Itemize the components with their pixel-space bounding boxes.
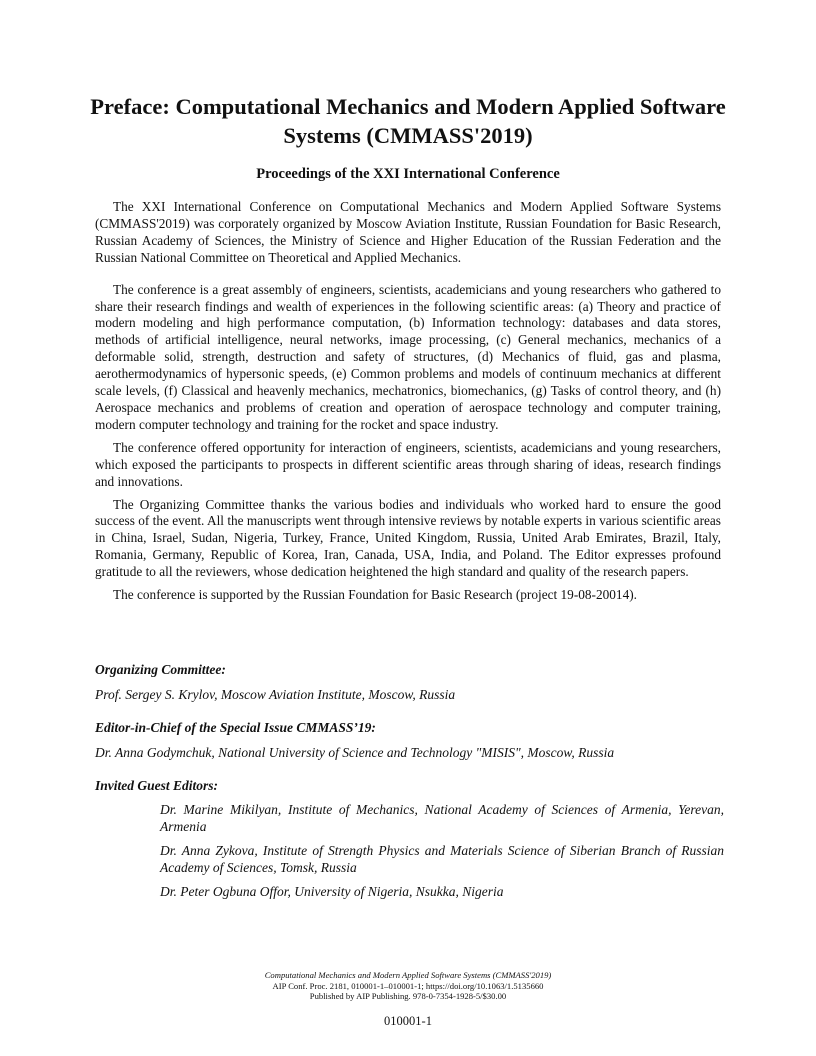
guest-editor-entry: Dr. Peter Ogbuna Offor, University of Nigeria, Nsukka, Nigeria bbox=[160, 884, 504, 899]
footer-publisher: Published by AIP Publishing. 978-0-7354-1928-5/$30.00 bbox=[309, 991, 507, 1001]
paragraph-opportunity: The conference offered opportunity for interaction of engineers, scientists, academicians and young researchers, which exposed the participants to prospects in different scientific areas through sharing of ideas, research findings and innovations. bbox=[95, 439, 721, 489]
guest-editor-entry: Dr. Marine Mikilyan, Institute of Mechanics, National Academy of Sciences of Armenia, Yerevan, Armenia bbox=[160, 802, 724, 834]
footer-citation: AIP Conf. Proc. 2181, 010001-1–010001-1; https://doi.org/10.1063/1.5135660 bbox=[272, 980, 544, 991]
guest-editors-heading: Invited Guest Editors: bbox=[95, 778, 219, 793]
page-number: 010001-1 bbox=[384, 1014, 432, 1028]
guest-editors-list bbox=[160, 801, 724, 907]
footer-journal: Computational Mechanics and Modern Applied Software Systems (CMMASS'2019) bbox=[264, 970, 552, 980]
paragraph-intro: The XXI International Conference on Computational Mechanics and Modern Applied Software Systems (CMMASS'2019) was corporately organized by Moscow Aviation Institute, Russian Foundation for Basic Research, Russian Academy of Sciences, the Ministry of Science and Higher Education of the Russian Federation and the Russian National Committee on Theoretical and Applied Mechanics. bbox=[95, 199, 721, 265]
organizing-committee-heading: Organizing Committee: bbox=[95, 662, 226, 677]
body-text bbox=[95, 199, 721, 604]
paragraph-acknowledgement: The Organizing Committee thanks the various bodies and individuals who worked hard to ensure the good success of the event. All the manuscripts went through intensive reviews by notable experts in various scientific areas in China, Israel, Sudan, Nigeria, Turkey, France, United Kingdom, Russia, United Arab Emirates, Brazil, Italy, Romania, Germany, Republic of Korea, Iran, Canada, USA, India, and Poland. The Editor expresses profound gratitude to all the reviewers, whose dedication heightened the high standard and quality of the research papers. bbox=[95, 496, 721, 580]
page-footer bbox=[60, 970, 756, 1002]
editor-in-chief-heading: Editor-in-Chief of the Special Issue CMMASS’19: bbox=[95, 720, 376, 735]
paper-title: Preface: Computational Mechanics and Modern Applied Software Systems (CMMASS'2019) bbox=[90, 94, 726, 148]
organizing-committee-member: Prof. Sergey S. Krylov, Moscow Aviation Institute, Moscow, Russia bbox=[95, 687, 456, 702]
paragraph-areas: The conference is a great assembly of engineers, scientists, academicians and young researchers who gathered to share their research findings and wealth of experiences in the following scientific areas: (a) Theory and practice of modern modeling and high performance computation, (b) Information technology: databases and data stores, methods of artificial intelligence, neural networks, image processing, (c) General mechanics, mechanics of a deformable solid, strength, destruction and safety of structures, (d) Mechanics of fluid, gas and plasma, aerothermodynamics of hypersonic speeds, (e) Common problems and models of continuum mechanics at different scale levels, (f) Classical and heavenly mechanics, mechatronics, biomechanics, (g) Tasks of control theory, and (h) Aerospace mechanics and problems of creation and operation of aerospace technology and computer training, modern computer technology and training for the rocket and space industry. bbox=[95, 281, 721, 432]
paragraph-support: The conference is supported by the Russian Foundation for Basic Research (project 19-08-20014). bbox=[113, 587, 637, 603]
editor-in-chief-member: Dr. Anna Godymchuk, National University of Science and Technology "MISIS", Moscow, Russia bbox=[95, 745, 615, 760]
paper-subtitle: Proceedings of the XXI International Conference bbox=[256, 166, 560, 182]
guest-editor-entry: Dr. Anna Zykova, Institute of Strength Physics and Materials Science of Siberian Branch of Russian Academy of Sciences, Tomsk, Russia bbox=[160, 843, 724, 875]
